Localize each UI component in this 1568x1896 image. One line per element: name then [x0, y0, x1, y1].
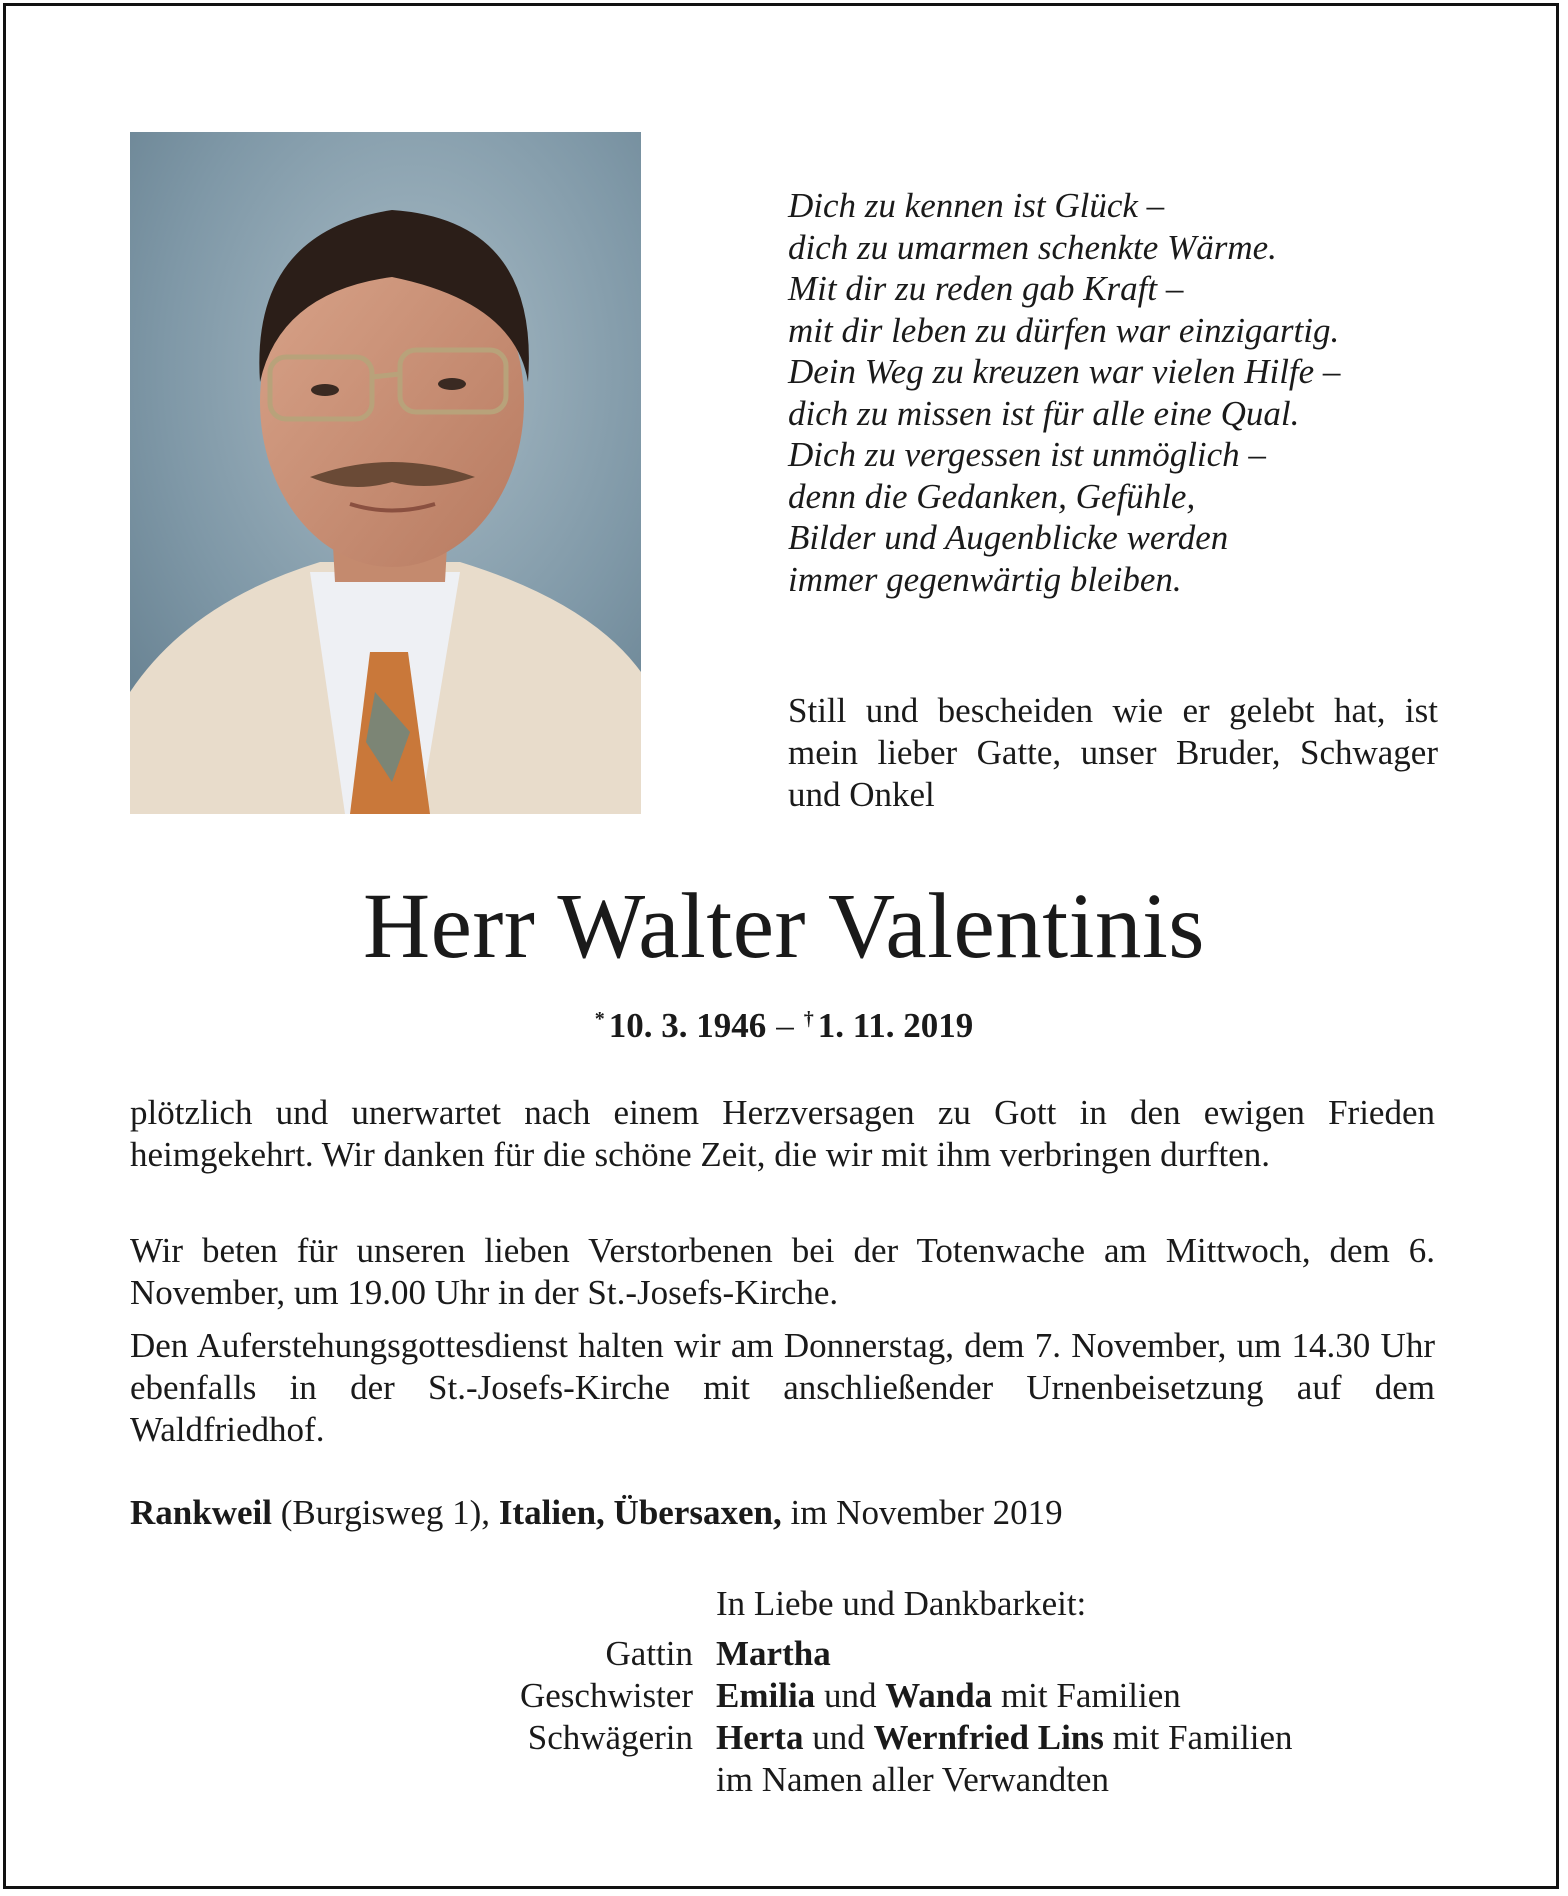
poem-line: dich zu missen ist für alle eine Qual. — [788, 393, 1300, 433]
paragraph-funeral: Den Auferstehungsgottesdienst halten wir am Donnerstag, dem 7. November, um 14.30 Uhr ebenfalls in der St.-Josefs-Kirche mit anschließender Urnenbeisetzung auf dem Waldfriedhof. — [130, 1326, 1435, 1449]
death-date: 1. 11. 2019 — [817, 1006, 974, 1045]
deceased-name: Herr Walter Valentinis — [362, 875, 1205, 978]
mourner-name: Wanda — [885, 1676, 993, 1715]
poem-line: Bilder und Augenblicke werden — [788, 518, 1229, 557]
mourner-row — [0, 1675, 1568, 1717]
mourner-joiner: und — [815, 1676, 886, 1715]
poem-line: Dein Weg zu kreuzen war vielen Hilfe – — [788, 352, 1341, 391]
mourner-row — [0, 1759, 1568, 1801]
mourner-role: Schwägerin — [527, 1718, 693, 1757]
mourner-suffix: im Namen aller Verwandten — [716, 1760, 1109, 1799]
poem — [788, 185, 1468, 600]
mourner-name: Wernfried Lins — [873, 1718, 1104, 1757]
place-other: Italien, Übersaxen, — [498, 1493, 782, 1532]
place-address: (Burgisweg 1), — [280, 1493, 491, 1532]
mourner-row — [0, 1633, 1568, 1675]
place-town: Rankweil — [130, 1493, 272, 1532]
poem-line: dich zu umarmen schenkte Wärme. — [788, 227, 1277, 267]
mourner-suffix: mit Familien — [1103, 1718, 1293, 1757]
place-date: im November 2019 — [790, 1493, 1063, 1532]
death-symbol: † — [803, 1008, 814, 1030]
mourner-name: Emilia — [716, 1676, 816, 1715]
mourner-suffix: mit Familien — [992, 1676, 1181, 1715]
birth-symbol: * — [594, 1008, 605, 1030]
poem-line: Dich zu vergessen ist unmöglich – — [788, 435, 1266, 474]
place-line — [130, 1492, 1063, 1534]
poem-line: Dich zu kennen ist Glück – — [788, 186, 1165, 225]
paragraph-wake: Wir beten für unseren lieben Verstorbenen bei der Totenwache am Mittwoch, dem 6. November, um 19.00 Uhr in der St.-Josefs-Kirche. — [130, 1231, 1435, 1312]
thanks-line: In Liebe und Dankbarkeit: — [716, 1584, 1087, 1623]
mourner-names — [716, 1759, 1109, 1801]
mourner-names — [716, 1675, 1181, 1717]
life-dates — [0, 998, 1568, 1047]
mourner-names — [716, 1633, 831, 1675]
mourner-role: Gattin — [605, 1634, 693, 1673]
birth-date: 10. 3. 1946 — [608, 1006, 767, 1045]
poem-line: Mit dir zu reden gab Kraft – — [788, 269, 1184, 308]
mourner-joiner: und — [803, 1718, 874, 1757]
poem-line: immer gegenwärtig bleiben. — [788, 559, 1182, 599]
date-separator: – — [776, 1006, 794, 1045]
mourners-list — [0, 1633, 1568, 1801]
paragraph-announcement: plötzlich und unerwartet nach einem Herzversagen zu Gott in den ewigen Frieden heimgekehrt. Wir danken für die schöne Zeit, die wir mit ihm verbringen durften. — [130, 1093, 1435, 1174]
mourner-names — [716, 1717, 1293, 1759]
poem-line: denn die Gedanken, Gefühle, — [788, 476, 1196, 516]
portrait-photo — [130, 132, 641, 814]
mourner-name: Herta — [716, 1718, 804, 1757]
intro-text: Still und bescheiden wie er gelebt hat, ist mein lieber Gatte, unser Bruder, Schwager und Onkel — [788, 691, 1438, 814]
mourner-role: Geschwister — [519, 1676, 693, 1715]
poem-line: mit dir leben zu dürfen war einzigartig. — [788, 310, 1340, 350]
mourner-name: Martha — [716, 1634, 831, 1673]
mourner-row — [0, 1717, 1568, 1759]
